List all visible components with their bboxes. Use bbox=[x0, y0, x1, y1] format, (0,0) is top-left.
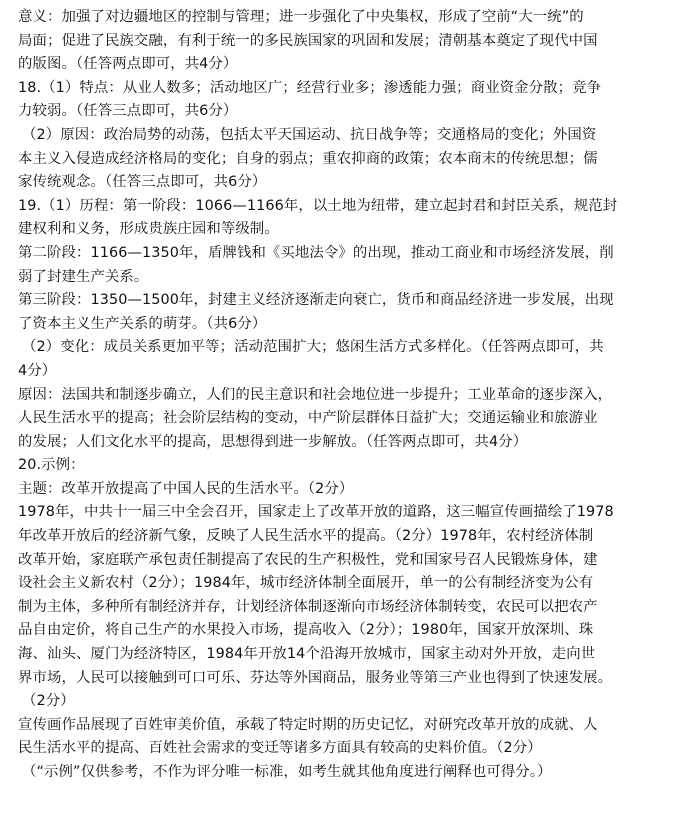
text-line: 20.示例： bbox=[18, 457, 85, 474]
text-line: 制为主体，多种所有制经济并存，计划经济体制逐渐向市场经济体制转变，农民可以把农产 bbox=[18, 598, 598, 615]
text-line: 原因：法国共和制逐步确立，人们的民主意识和社会地位进一步提升；工业革命的逐步深入， bbox=[18, 386, 613, 403]
text-line: （2分） bbox=[22, 693, 75, 710]
text-line: 海、汕头、厦门为经济特区，1984年开放14个沿海开放城市，国家主动对外开放，走向世 bbox=[18, 646, 596, 663]
text-line: 年改革开放后的经济新气象，反映了人民生活水平的提高。（2分）1978年，农村经济体制 bbox=[18, 528, 594, 545]
text-line: 了资本主义生产关系的萌芽。（共6分） bbox=[18, 315, 267, 332]
text-line: （“示例”仅供参考，不作为评分唯一标准，如考生就其他角度进行阐释也可得分。） bbox=[22, 764, 552, 780]
text-line: 改革开始，家庭联产承包责任制提高了农民的生产积极性，党和国家号召人民锻炼身体，建 bbox=[18, 551, 598, 568]
text-line: 家传统观念。（任答三点即可，共6分） bbox=[18, 174, 267, 191]
text-line: 民生活水平的提高、百姓社会需求的变迁等诸多方面具有较高的史料价值。（2分） bbox=[18, 740, 542, 757]
text-line: （2）变化：成员关系更加平等；活动范围扩大；悠闲生活方式多样化。（任答两点即可，共 bbox=[22, 339, 604, 356]
text-line: 宣传画作品展现了百姓审美价值，承载了特定时期的历史记忆，对研究改革开放的成就、人 bbox=[18, 716, 598, 733]
text-line: 本主义入侵造成经济格局的变化；自身的弱点；重农抑商的政策；农本商末的传统思想；儒 bbox=[18, 150, 598, 167]
text-line: 力较弱。（任答三点即可，共6分） bbox=[18, 103, 238, 120]
text-line: 的版图。（任答两点即可，共4分） bbox=[18, 56, 238, 73]
text-line: 设社会主义新农村（2分）；1984年，城市经济体制全面展开，单一的公有制经济变为公有 bbox=[18, 575, 594, 592]
text-line: 19.（1）历程：第一阶段：1066—1166年，以土地为纽带，建立起封君和封臣关系，规范封 bbox=[18, 197, 618, 214]
text-line: 意义：加强了对边疆地区的控制与管理；进一步强化了中央集权，形成了空前“大一统”的 bbox=[18, 9, 584, 25]
text-line: 主题：改革开放提高了中国人民的生活水平。（2分） bbox=[18, 480, 354, 497]
text-line: 品自由定价，将自己生产的水果投入市场，提高收入（2分）；1980年，国家开放深圳、珠 bbox=[18, 622, 594, 639]
text-line: 局面；促进了民族交融，有利于统一的多民族国家的巩固和发展；清朝基本奠定了现代中国 bbox=[18, 32, 598, 49]
text-line: 人民生活水平的提高；社会阶层结构的变动，中产阶层群体日益扩大；交通运输业和旅游业 bbox=[18, 410, 598, 427]
text-line: 1978年，中共十一届三中全会召开，国家走上了改革开放的道路，这三幅宣传画描绘了1978 bbox=[18, 504, 614, 521]
text-line: 第二阶段：1166—1350年，盾牌钱和《买地法令》的出现，推动工商业和市场经济发展，削 bbox=[18, 244, 614, 261]
text-line: 4分） bbox=[18, 362, 57, 379]
text-line: 弱了封建生产关系。 bbox=[18, 268, 149, 285]
text-line: 的发展；人们文化水平的提高，思想得到进一步解放。（任答两点即可，共4分） bbox=[18, 433, 528, 450]
text-line: 界市场，人民可以接触到可口可乐、芬达等外国商品，服务业等第三产业也得到了快速发展。 bbox=[18, 669, 613, 686]
text-line: 第三阶段：1350—1500年，封建主义经济逐渐走向衰亡，货币和商品经济进一步发展，出现 bbox=[18, 292, 614, 309]
text-line: （2）原因：政治局势的动荡，包括太平天国运动、抗日战争等；交通格局的变化；外国资 bbox=[22, 126, 597, 143]
text-line: 建权利和义务，形成贵族庄园和等级制。 bbox=[18, 221, 279, 238]
text-line: 18.（1）特点：从业人数多；活动地区广；经营行业多；渗透能力强；商业资金分散；竞争 bbox=[18, 79, 602, 96]
